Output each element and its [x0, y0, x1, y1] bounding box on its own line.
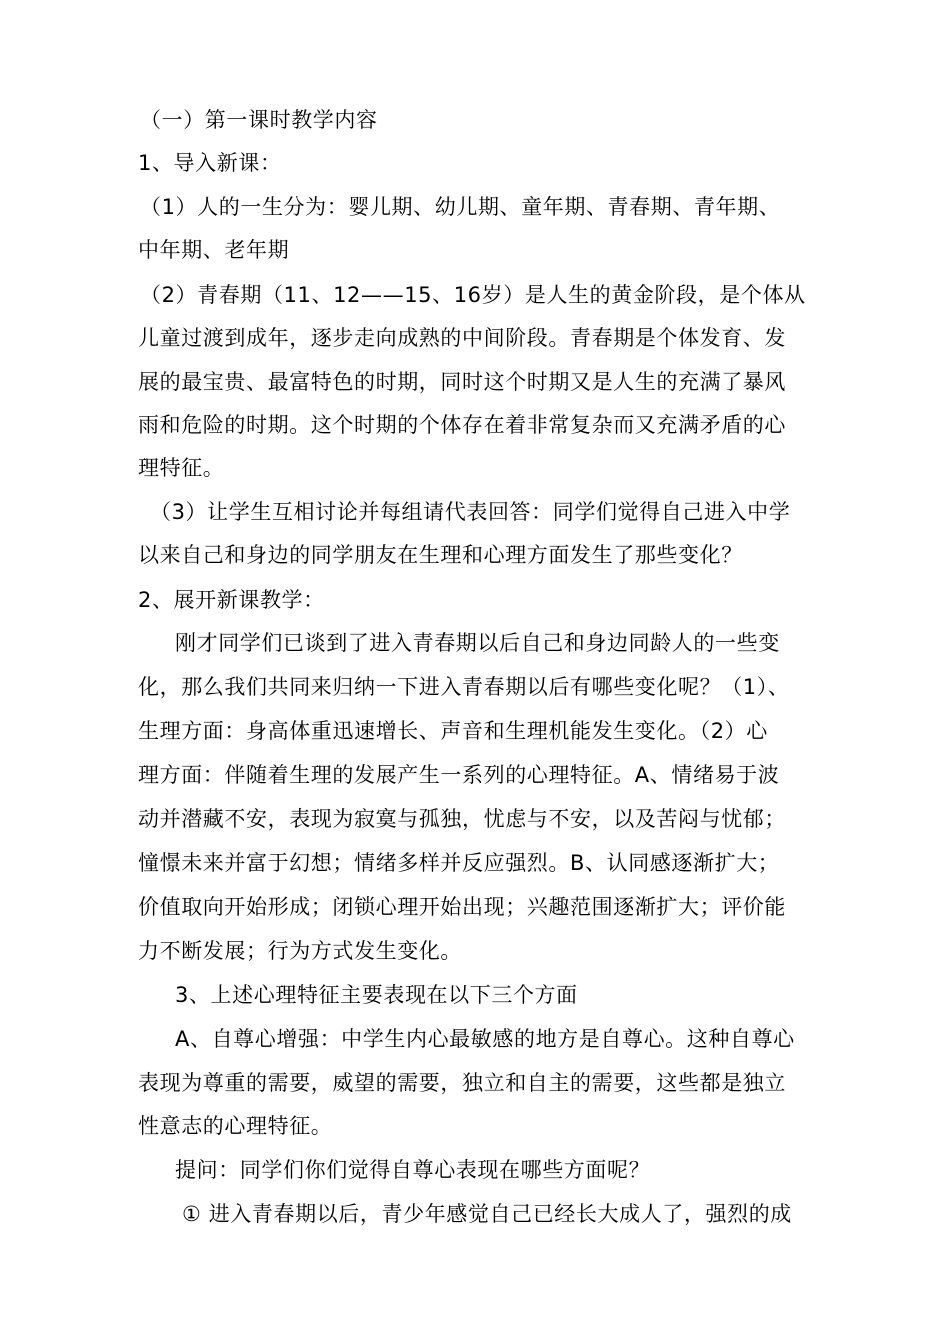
- paragraph-line: 刚才同学们已谈到了进入青春期以后自己和身边同龄人的一些变: [175, 631, 780, 655]
- paragraph-line: 动并潜藏不安，表现为寂寞与孤独，忧虑与不安，以及苦闷与忧郁；: [138, 807, 786, 831]
- paragraph-line: 以来自己和身边的同学朋友在生理和心理方面发生了那些变化？: [138, 543, 743, 567]
- section-heading: （一）第一课时教学内容: [140, 108, 378, 132]
- paragraph-line: 力不断发展；行为方式发生变化。: [138, 939, 462, 963]
- paragraph-line: （3）让学生互相讨论并每组请代表回答：同学们觉得自己进入中学: [150, 500, 791, 524]
- step-heading-2: 2、展开新课教学：: [138, 588, 325, 612]
- paragraph-line: 儿童过渡到成年，逐步走向成熟的中间阶段。青春期是个体发育、发: [138, 326, 786, 350]
- paragraph-line: 生理方面：身高体重迅速增长、声音和生理机能发生变化。（2）心: [138, 719, 768, 743]
- question-line: 提问：同学们你们觉得自尊心表现在哪些方面呢？: [175, 1158, 651, 1182]
- paragraph-line: 中年期、老年期: [138, 238, 290, 262]
- paragraph-line: 雨和危险的时期。这个时期的个体存在着非常复杂而又充满矛盾的心: [138, 413, 786, 437]
- paragraph-line: （1）人的一生分为：婴儿期、幼儿期、童年期、青春期、青年期、: [140, 195, 781, 219]
- step-heading-3: 3、上述心理特征主要表现在以下三个方面: [175, 983, 578, 1007]
- paragraph-line: ① 进入青春期以后，青少年感觉自己已经长大成人了，强烈的成: [182, 1202, 792, 1226]
- paragraph-line: 理方面：伴随着生理的发展产生一系列的心理特征。A、情绪易于波: [138, 763, 780, 787]
- paragraph-line: A、自尊心增强：中学生内心最敏感的地方是自尊心。这种自尊心: [175, 1027, 795, 1051]
- paragraph-line: 憧憬未来并富于幻想；情绪多样并反应强烈。B、认同感逐渐扩大；: [138, 851, 780, 875]
- step-heading-1: 1、导入新课：: [138, 151, 282, 175]
- paragraph-line: 性意志的心理特征。: [138, 1114, 333, 1138]
- paragraph-line: 表现为尊重的需要，威望的需要，独立和自主的需要，这些都是独立: [138, 1071, 786, 1095]
- paragraph-line: 展的最宝贵、最富特色的时期，同时这个时期又是人生的充满了暴风: [138, 370, 786, 394]
- paragraph-line: （2）青春期（11、12——15、16岁）是人生的黄金阶段，是个体从: [140, 283, 806, 307]
- paragraph-line: 价值取向开始形成；闭锁心理开始出现；兴趣范围逐渐扩大；评价能: [138, 895, 786, 919]
- paragraph-line: 化，那么我们共同来归纳一下进入青春期以后有哪些变化呢？（1）、: [138, 675, 790, 699]
- paragraph-line: 理特征。: [138, 456, 225, 480]
